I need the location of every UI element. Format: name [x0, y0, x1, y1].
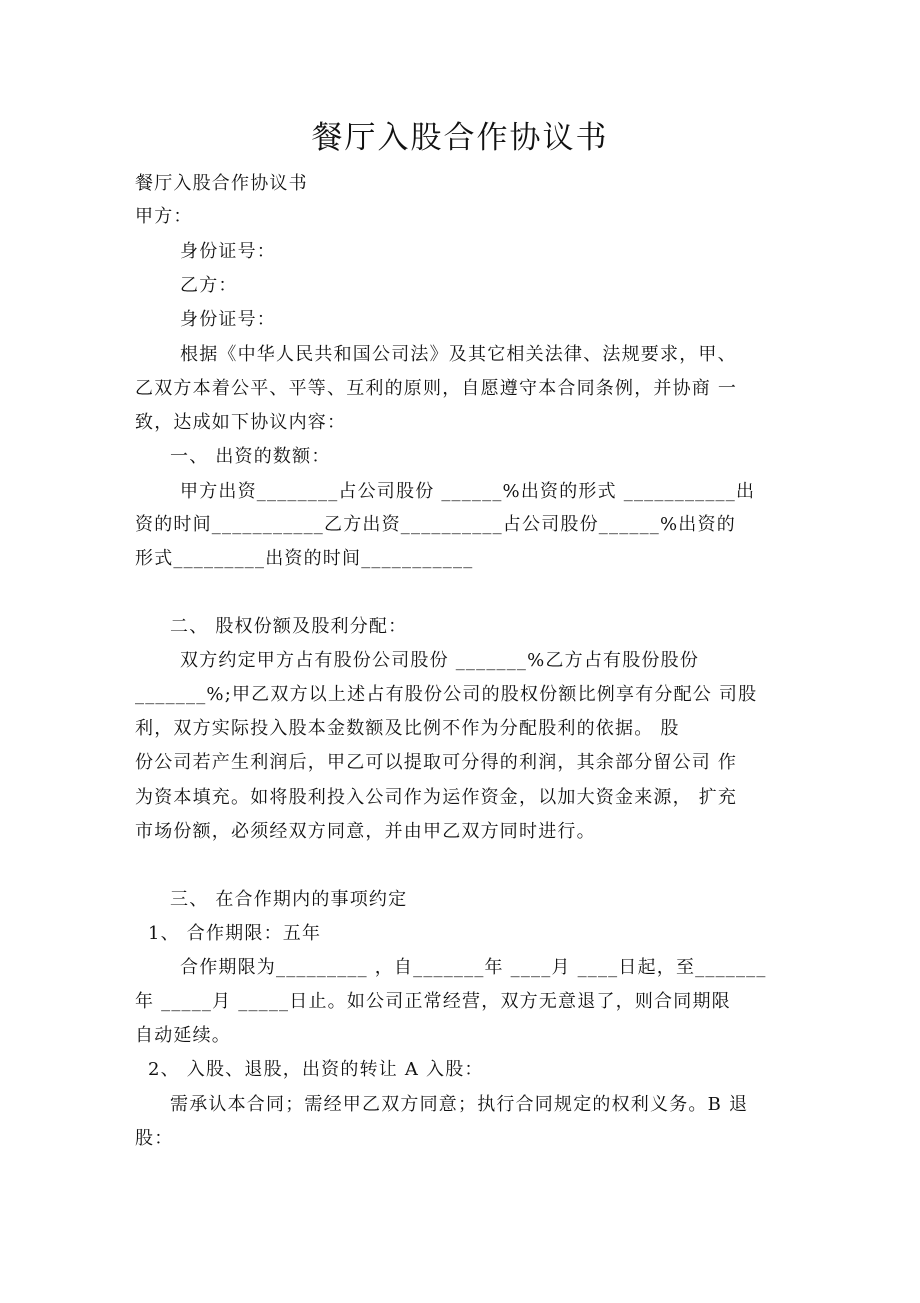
- paragraph-line: 甲方出资________占公司股份 ______%出资的形式 ___________出: [180, 481, 756, 502]
- preamble-line: 乙双方本着公平、平等、互利的原则，自愿遵守本合同条例，并协商 一: [135, 378, 738, 399]
- paragraph-line: 形式_________出资的时间___________: [135, 548, 474, 569]
- section-heading: 三、 在合作期内的事项约定: [170, 889, 408, 910]
- paragraph-line: 双方约定甲方占有股份公司股份 _______%乙方占有股份股份: [180, 650, 700, 671]
- subsection-heading: 1、 合作期限：五年: [148, 923, 322, 944]
- preamble-line: 致，达成如下协议内容：: [135, 412, 347, 433]
- paragraph-line: _______%;甲乙双方以上述占有股份公司的股权份额比例享有分配公 司股: [135, 684, 758, 705]
- paragraph-line: 市场份额，必须经双方同意，并由甲乙双方同时进行。: [135, 821, 596, 842]
- paragraph-line: 利，双方实际投入股本金数额及比例不作为分配股利的依据。 股: [135, 718, 680, 739]
- paragraph-line: 为资本填充。如将股利投入公司作为运作资金，以加大资金来源， 扩充: [135, 787, 738, 808]
- section-heading: 二、 股权份额及股利分配：: [170, 616, 408, 637]
- party-a-id-label: 身份证号：: [180, 241, 276, 262]
- document-title: 餐厅入股合作协议书: [311, 120, 609, 156]
- subsection-heading: 2、 入股、退股，出资的转让 A 入股：: [148, 1059, 484, 1080]
- paragraph-line: 自动延续。: [135, 1025, 231, 1046]
- doc-subtitle: 餐厅入股合作协议书: [135, 173, 308, 194]
- paragraph-line: 合作期限为_________ ，自_______年 ____月 ____日起，至_______: [180, 957, 767, 978]
- preamble-line: 根据《中华人民共和国公司法》及其它相关法律、法规要求，甲、: [180, 344, 737, 365]
- party-a-label: 甲方：: [135, 206, 193, 227]
- paragraph-line: 资的时间___________乙方出资__________占公司股份______%出资的: [135, 514, 736, 535]
- paragraph-line: 需承认本合同；需经甲乙双方同意；执行合同规定的权利义务。B 退: [170, 1094, 749, 1115]
- party-b-label: 乙方：: [180, 275, 238, 296]
- paragraph-line: 年 _____月 _____日止。如公司正常经营，双方无意退了，则合同期限: [135, 991, 731, 1012]
- section-heading: 一、 出资的数额：: [170, 446, 331, 467]
- paragraph-line: 份公司若产生利润后，甲乙可以提取可分得的利润，其余部分留公司 作: [135, 752, 738, 773]
- party-b-id-label: 身份证号：: [180, 309, 276, 330]
- paragraph-line: 股：: [135, 1128, 174, 1149]
